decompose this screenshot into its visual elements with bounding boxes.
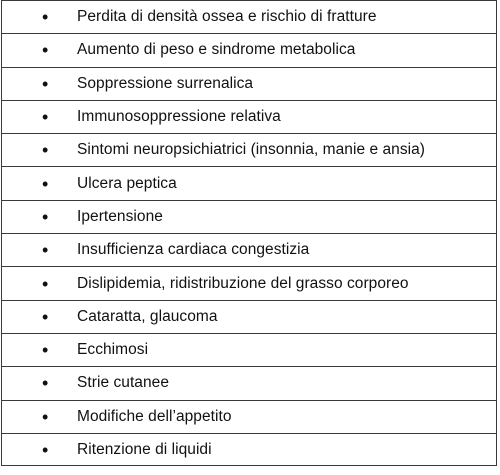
list-item-text: Immunosoppressione relativa [77,108,281,126]
list-item [1,0,497,33]
list-item [1,333,497,366]
list-item [1,400,497,433]
list-item [1,233,497,266]
side-effects-list [1,0,497,466]
list-item-text: Perdita di densità ossea e rischio di fratture [77,8,377,26]
list-item [1,433,497,466]
list-item [1,200,497,233]
bullet-icon: • [42,240,49,261]
list-item-text: Ecchimosi [77,341,149,359]
list-item [1,67,497,100]
bullet-icon: • [42,406,49,427]
list-item-text: Aumento di peso e sindrome metabolica [77,41,356,59]
bullet-icon: • [42,140,49,161]
list-item-text: Sintomi neuropsichiatrici (insonnia, manie e ansia) [77,141,426,159]
list-item [1,366,497,399]
bullet-icon: • [42,373,49,394]
bullet-icon: • [42,173,49,194]
list-item [1,33,497,66]
list-item-text: Soppressione surrenalica [77,74,254,92]
list-item-text: Strie cutanee [77,374,169,392]
bullet-icon: • [42,73,49,94]
bullet-icon: • [42,7,49,28]
list-item-text: Modifiche dell’appetito [77,407,232,425]
list-item-text: Ritenzione di liquidi [77,440,212,458]
bullet-icon: • [42,306,49,327]
bullet-icon: • [42,340,49,361]
list-item [1,133,497,166]
bullet-icon: • [42,206,49,227]
list-item-text: Ipertensione [77,207,163,225]
list-item [1,166,497,199]
bullet-icon: • [42,273,49,294]
list-item-text: Insufficienza cardiaca congestizia [77,241,310,259]
bullet-icon: • [42,439,49,460]
list-item [1,266,497,299]
list-item-text: Cataratta, glaucoma [77,307,218,325]
list-item-text: Dislipidemia, ridistribuzione del grasso corporeo [77,274,409,292]
bullet-icon: • [42,40,49,61]
list-item-text: Ulcera peptica [77,174,177,192]
list-item [1,100,497,133]
list-item [1,300,497,333]
bullet-icon: • [42,107,49,128]
